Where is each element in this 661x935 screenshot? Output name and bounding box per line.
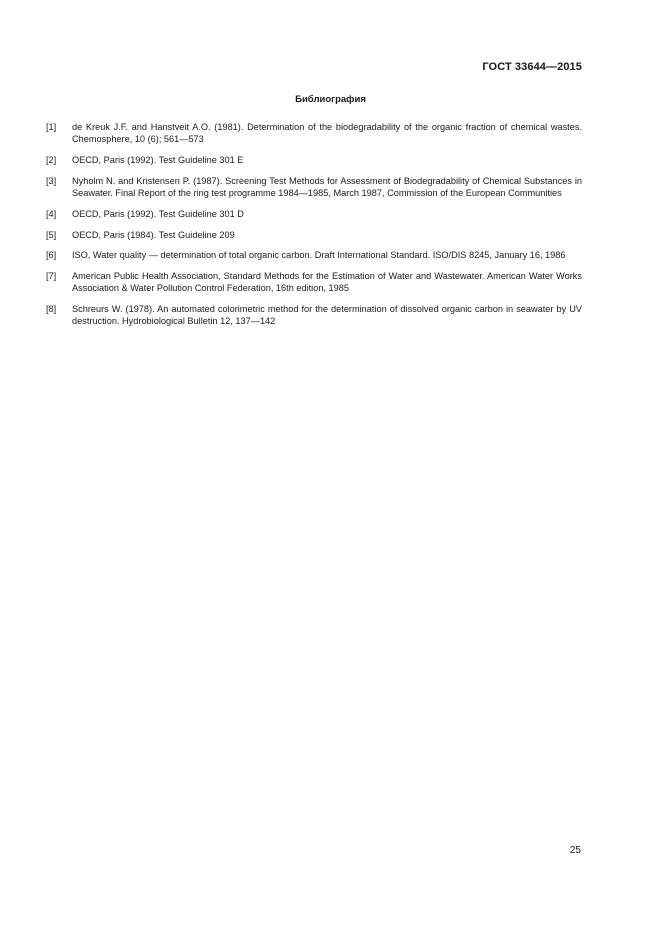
reference-text: de Kreuk J.F. and Hanstveit A.O. (1981). Determination of the biodegradability of the organic fraction of chemical wastes. Chemosphere, 10 (6); 561—573	[72, 122, 582, 145]
reference-text: Schreurs W. (1978). An automated colorimetric method for the determination of dissolved organic carbon in seawater by UV destruction. Hydrobiological Bulletin 12, 137—142	[72, 304, 582, 327]
bibliography-item	[46, 270, 582, 294]
section-title: Библиография	[295, 94, 366, 105]
bibliography-item	[46, 303, 582, 327]
reference-text: ISO, Water quality — determination of total organic carbon. Draft International Standard. ISO/DIS 8245, January 16, 1986	[72, 250, 566, 261]
reference-number: [3]	[46, 175, 57, 186]
reference-text: OECD, Paris (1984). Test Guideline 209	[72, 229, 235, 240]
bibliography-item	[46, 249, 582, 261]
reference-text: OECD, Paris (1992). Test Guideline 301 E	[72, 155, 244, 165]
bibliography-list	[46, 121, 582, 336]
reference-text: OECD, Paris (1992). Test Guideline 301 D	[72, 208, 244, 219]
bibliography-item	[46, 154, 582, 166]
reference-number: [8]	[46, 304, 57, 315]
bibliography-item	[46, 208, 582, 220]
reference-number: [4]	[46, 208, 57, 219]
reference-text: Nyholm N. and Kristensen P. (1987). Screening Test Methods for Assessment of Biodegradability of Chemical Substances in Seawater. Final Report of the ring test programme 1984—1985, March 1987, Commission of the European Communities	[72, 175, 582, 198]
bibliography-item	[46, 121, 582, 145]
bibliography-item	[46, 175, 582, 199]
reference-number: [1]	[46, 122, 57, 132]
reference-number: [2]	[46, 155, 57, 165]
reference-text: American Public Health Association, Standard Methods for the Estimation of Water and Wastewater. American Water Works Association & Water Pollution Control Federation, 16th edition, 1985	[72, 271, 582, 294]
reference-number: [7]	[46, 271, 57, 282]
page-number: 25	[569, 845, 581, 856]
bibliography-item	[46, 229, 582, 241]
reference-number: [6]	[46, 250, 57, 261]
document-code: ГОСТ 33644—2015	[482, 61, 582, 73]
reference-number: [5]	[46, 229, 57, 240]
